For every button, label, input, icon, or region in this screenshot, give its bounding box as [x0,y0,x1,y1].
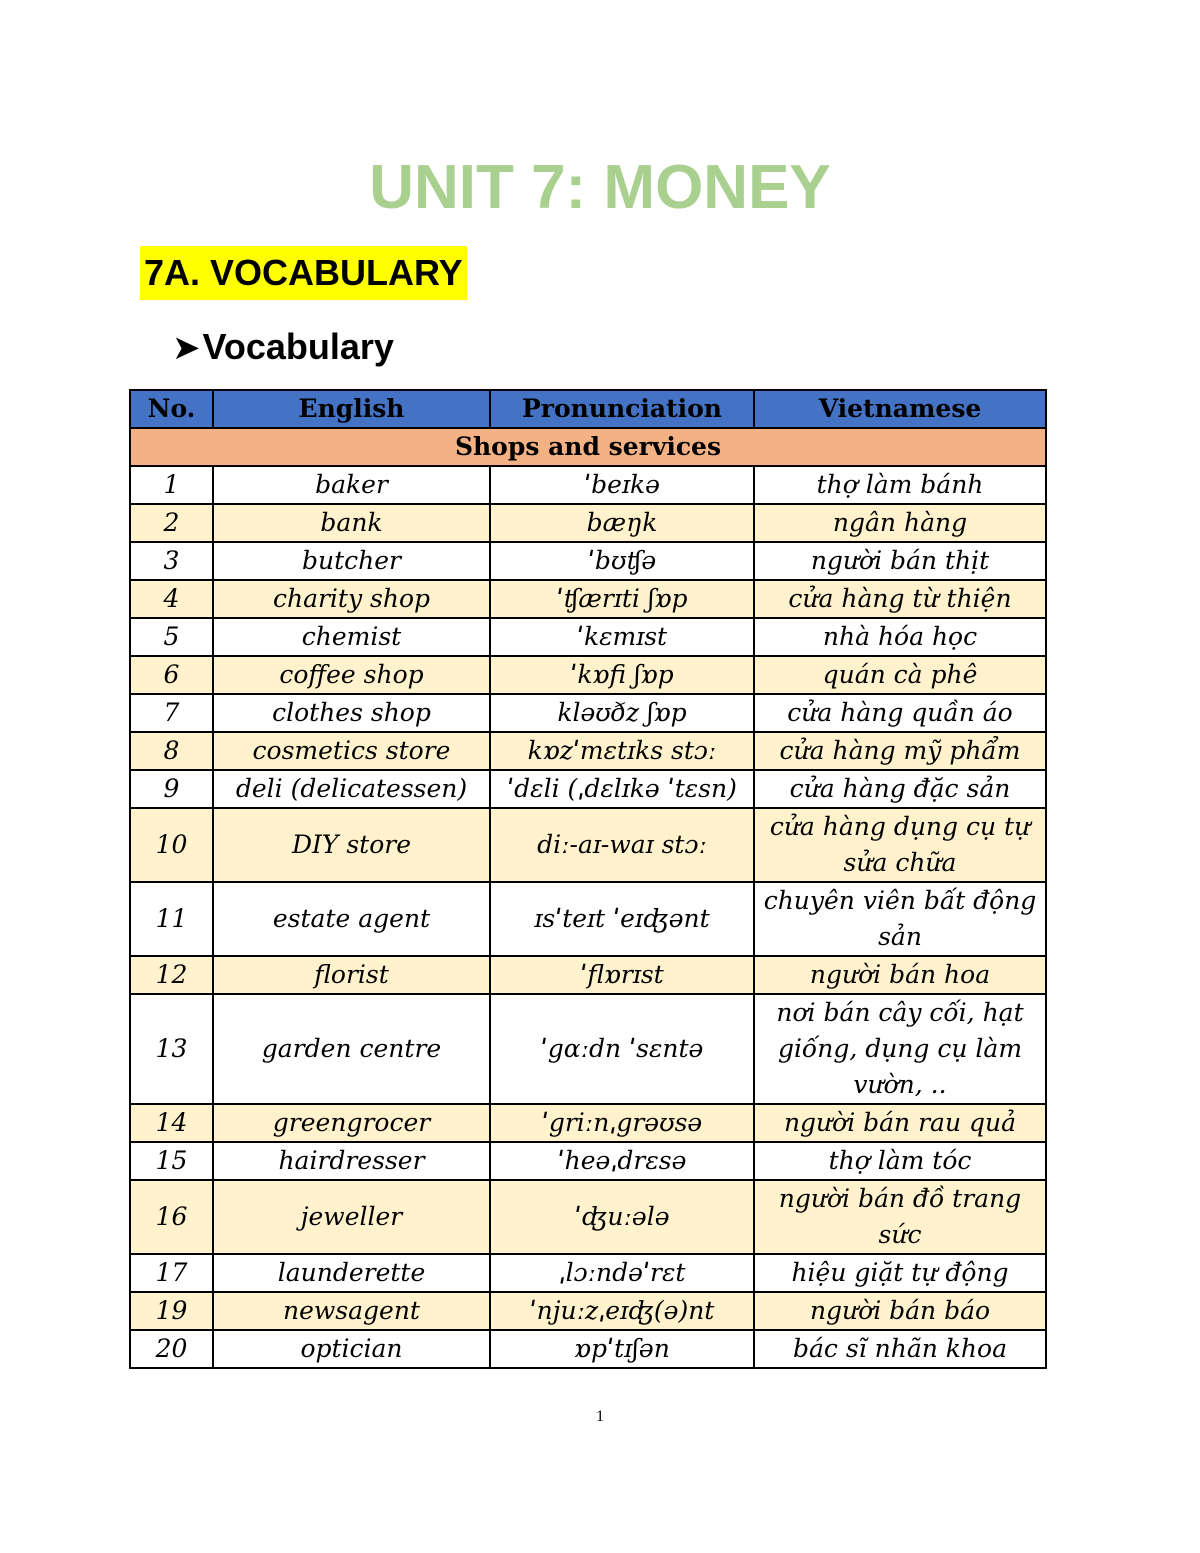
table-row [130,504,1046,542]
arrow-bullet-icon: ➤ [172,329,201,367]
cell-pronunciation: ˈʧærɪti ʃɒp [490,580,754,618]
cell-english: butcher [213,542,490,580]
cell-pronunciation: ˈbeɪkə [490,466,754,504]
cell-pronunciation: ˌlɔːndəˈrɛt [490,1254,754,1292]
cell-no: 12 [130,956,213,994]
cell-pronunciation: ˈbʊʧə [490,542,754,580]
cell-english: DIY store [213,808,490,882]
table-row [130,618,1046,656]
table-row [130,770,1046,808]
vocabulary-table [129,389,1047,1369]
table-row [130,1142,1046,1180]
cell-vietnamese: người bán rau quả [754,1104,1046,1142]
cell-pronunciation: ɒpˈtɪʃən [490,1330,754,1368]
cell-english: baker [213,466,490,504]
cell-no: 15 [130,1142,213,1180]
cell-english: chemist [213,618,490,656]
cell-no: 1 [130,466,213,504]
table-row [130,808,1046,882]
cell-english: newsagent [213,1292,490,1330]
cell-vietnamese: chuyên viên bất động sản [754,882,1046,956]
cell-english: florist [213,956,490,994]
cell-vietnamese: người bán báo [754,1292,1046,1330]
cell-vietnamese: thợ làm tóc [754,1142,1046,1180]
cell-vietnamese: cửa hàng từ thiện [754,580,1046,618]
cell-english: launderette [213,1254,490,1292]
cell-pronunciation: ˈflɒrɪst [490,956,754,994]
cell-pronunciation: ˈnjuːzˌeɪʤ(ə)nt [490,1292,754,1330]
cell-pronunciation: diː-aɪ-waɪ stɔː [490,808,754,882]
table-row [130,466,1046,504]
cell-vietnamese: cửa hàng quần áo [754,694,1046,732]
cell-no: 16 [130,1180,213,1254]
cell-english: optician [213,1330,490,1368]
cell-english: greengrocer [213,1104,490,1142]
cell-vietnamese: cửa hàng mỹ phẩm [754,732,1046,770]
cell-no: 20 [130,1330,213,1368]
cell-no: 6 [130,656,213,694]
cell-vietnamese: quán cà phê [754,656,1046,694]
cell-english: jeweller [213,1180,490,1254]
cell-vietnamese: người bán đồ trang sức [754,1180,1046,1254]
cell-pronunciation: kləʊðz ʃɒp [490,694,754,732]
table-row [130,542,1046,580]
cell-english: deli (delicatessen) [213,770,490,808]
table-row [130,694,1046,732]
table-row [130,882,1046,956]
cell-no: 7 [130,694,213,732]
cell-no: 9 [130,770,213,808]
header-vietnamese: Vietnamese [754,390,1046,428]
table-row [130,1180,1046,1254]
cell-english: estate agent [213,882,490,956]
header-no: No. [130,390,213,428]
cell-english: coffee shop [213,656,490,694]
cell-pronunciation: ˈgɑːdn ˈsɛntə [490,994,754,1104]
cell-no: 5 [130,618,213,656]
sub-heading [172,322,394,372]
cell-english: clothes shop [213,694,490,732]
cell-pronunciation: ˈdɛli (ˌdɛlɪkə ˈtɛsn) [490,770,754,808]
table-row [130,994,1046,1104]
table-row [130,1104,1046,1142]
section-heading: 7A. VOCABULARY [140,246,467,300]
sub-heading-text: Vocabulary [202,326,394,367]
cell-pronunciation: ˈgriːnˌgrəʊsə [490,1104,754,1142]
header-english: English [213,390,490,428]
cell-no: 10 [130,808,213,882]
cell-no: 14 [130,1104,213,1142]
cell-english: cosmetics store [213,732,490,770]
page-title: UNIT 7: MONEY [369,153,831,222]
table-row [130,656,1046,694]
cell-pronunciation: bæŋk [490,504,754,542]
table-body [130,428,1046,1368]
cell-no: 3 [130,542,213,580]
cell-vietnamese: ngân hàng [754,504,1046,542]
cell-no: 17 [130,1254,213,1292]
cell-vietnamese: người bán thịt [754,542,1046,580]
cell-no: 4 [130,580,213,618]
cell-pronunciation: ˈheəˌdrɛsə [490,1142,754,1180]
cell-pronunciation: ˈkɒfi ʃɒp [490,656,754,694]
cell-pronunciation: ˈkɛmɪst [490,618,754,656]
table-row [130,1330,1046,1368]
table-row [130,732,1046,770]
cell-no: 8 [130,732,213,770]
table-row [130,956,1046,994]
cell-no: 13 [130,994,213,1104]
table-row [130,1254,1046,1292]
category-label: Shops and services [130,428,1046,466]
cell-vietnamese: thợ làm bánh [754,466,1046,504]
page-number: 1 [596,1408,604,1425]
header-pronunciation: Pronunciation [490,390,754,428]
cell-vietnamese: bác sĩ nhãn khoa [754,1330,1046,1368]
table-row [130,580,1046,618]
cell-no: 19 [130,1292,213,1330]
table-header-row [130,390,1046,428]
cell-english: hairdresser [213,1142,490,1180]
cell-no: 11 [130,882,213,956]
category-row [130,428,1046,466]
cell-vietnamese: nhà hóa học [754,618,1046,656]
cell-vietnamese: cửa hàng đặc sản [754,770,1046,808]
cell-english: garden centre [213,994,490,1104]
cell-english: charity shop [213,580,490,618]
cell-english: bank [213,504,490,542]
cell-vietnamese: cửa hàng dụng cụ tự sửa chữa [754,808,1046,882]
cell-pronunciation: ˈʤuːələ [490,1180,754,1254]
cell-no: 2 [130,504,213,542]
cell-pronunciation: ɪsˈteɪt ˈeɪʤənt [490,882,754,956]
cell-vietnamese: người bán hoa [754,956,1046,994]
cell-pronunciation: kɒzˈmɛtɪks stɔː [490,732,754,770]
cell-vietnamese: nơi bán cây cối, hạt giống, dụng cụ làm vườn, .. [754,994,1046,1104]
table-row [130,1292,1046,1330]
cell-vietnamese: hiệu giặt tự động [754,1254,1046,1292]
